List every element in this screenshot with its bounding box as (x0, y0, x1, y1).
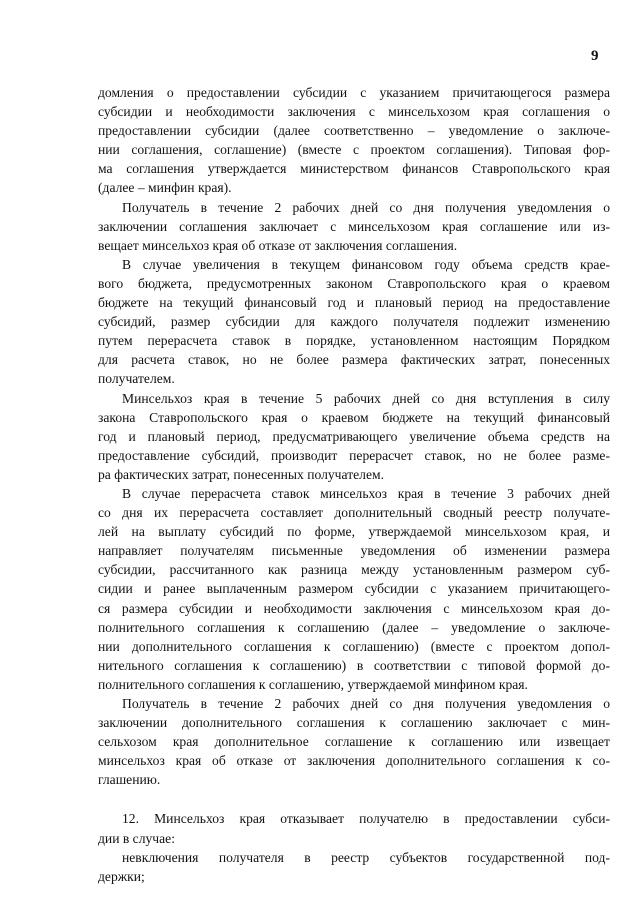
text-line: заключении дополнительного соглашения к соглашению заключает с мин- (98, 715, 610, 731)
text-line: со дня их перерасчета составляет дополнительный сводный реестр получате- (98, 505, 610, 521)
text-line: 12. Минсельхоз края отказывает получателю в предоставлении субси- (122, 811, 610, 827)
text-line: нительного соглашения к соглашению) в соответствии с типовой формой до- (98, 657, 610, 673)
text-line: ма соглашения утверждается министерством финансов Ставропольского края (98, 161, 610, 177)
text-line: закона Ставропольского края о краевом бюджете на текущий финансовый (98, 409, 610, 425)
text-line: полнительного соглашения к соглашению, утверждаемой минфином края. (98, 676, 528, 692)
page-number: 9 (591, 48, 599, 64)
text-line: Получатель в течение 2 рабочих дней со дня получения уведомления о (122, 696, 610, 711)
text-line: вого бюджета, предусмотренных законом Ставропольского края о краевом (98, 275, 610, 291)
text-line: субсидий, размер субсидии для каждого получателя подлежит изменению (98, 314, 610, 330)
text-line: глашению. (98, 772, 161, 788)
text-line: (далее – минфин края). (98, 180, 232, 196)
text-line: лей на выплату субсидий по форме, утверждаемой минсельхозом края, и (98, 524, 610, 540)
text-line: направляет получателям письменные уведомления об изменении размера (98, 543, 610, 559)
text-line: дии в случае: (98, 830, 175, 846)
text-line: невключения получателя в реестр субъектов государственной под- (122, 849, 610, 865)
paragraph-gap (98, 789, 610, 809)
text-line: бюджете на текущий финансовый год и плановый период на предоставление (98, 295, 610, 311)
text-line: Получатель в течение 2 рабочих дней со дня получения уведомления о (122, 199, 610, 215)
text-line: домления о предоставлении субсидии с указанием причитающегося размера (98, 85, 610, 100)
text-line: год и плановый период, предусматривающего увеличение объема средств на (98, 428, 610, 444)
text-line: субсидии, рассчитанного как разница между установленным размером суб- (98, 562, 610, 578)
text-line: ся размера субсидии и необходимости заключения с минсельхозом края до- (98, 600, 610, 616)
text-line: нии дополнительного соглашения к соглашению) (вместе с проектом допол- (98, 638, 610, 654)
text-line: сельхозом края дополнительное соглашение к соглашению или извещает (98, 734, 610, 750)
text-line: сидии и ранее выплаченным размером субсидии с указанием причитающего- (98, 581, 610, 597)
text-line: предоставление субсидий, производит перерасчет ставок, но не более разме- (98, 447, 610, 463)
text-line: полнительного соглашения к соглашению (далее – уведомление о заключе- (98, 619, 610, 635)
text-line: получателем. (98, 371, 175, 387)
text-line: заключении соглашения заключает с минсельхозом края соглашение или из- (98, 218, 610, 234)
document-body (98, 83, 610, 886)
text-line: В случае перерасчета ставок минсельхоз края в течение 3 рабочих дней (122, 485, 610, 501)
text-line: предоставлении субсидии (далее соответственно – уведомление о заключе- (98, 123, 610, 139)
text-line: вещает минсельхоз края об отказе от заключения соглашения. (98, 237, 458, 253)
text-line: ра фактических затрат, понесенных получателем. (98, 466, 384, 482)
text-line: В случае увеличения в текущем финансовом году объема средств крае- (122, 256, 610, 272)
text-line: субсидии и необходимости заключения с минсельхозом края соглашения о (98, 104, 610, 120)
text-line: минсельхоз края об отказе от заключения дополнительного соглашения к со- (98, 753, 610, 769)
text-line: Минсельхоз края в течение 5 рабочих дней со дня вступления в силу (122, 390, 610, 406)
text-line: держки; (98, 868, 145, 884)
text-line: нии соглашения, соглашение) (вместе с проектом соглашения). Типовая фор- (98, 142, 610, 158)
text-line: для расчета ставок, но не более размера фактических затрат, понесенных (98, 352, 610, 368)
text-line: путем перерасчета ставок в порядке, установленном настоящим Порядком (98, 333, 610, 349)
